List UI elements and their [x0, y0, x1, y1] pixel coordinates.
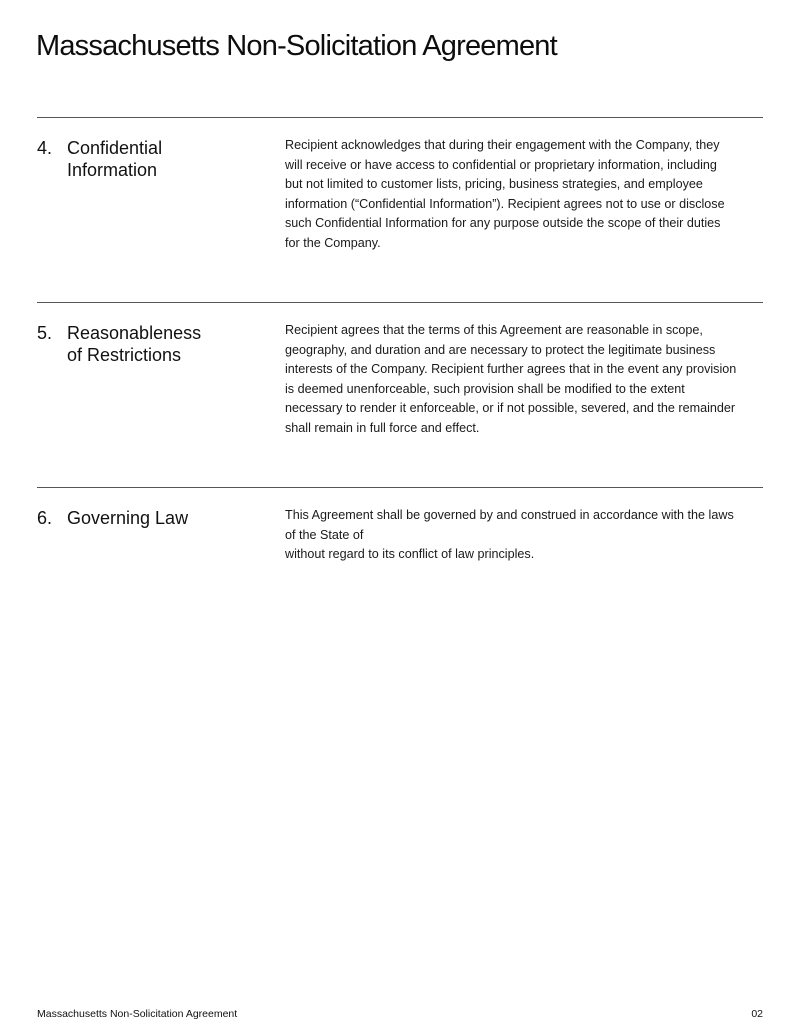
section-number: 4. [37, 138, 53, 158]
section-title-line: Governing Law [67, 508, 189, 528]
body-line: such Confidential Information for any purpose outside the scope of their duties [285, 216, 721, 231]
section-number: 6. [37, 508, 53, 528]
body-line: is deemed unenforceable, such provision shall be modified to the extent [285, 381, 685, 396]
body-line: will receive or have access to confidential or proprietary information, including [285, 157, 717, 172]
body-line: necessary to render it enforceable, or if not possible, severed, and the remainder [285, 401, 736, 416]
section-confidential-information [37, 117, 763, 250]
footer-document-title: Massachusetts Non-Solicitation Agreement [37, 1008, 238, 1020]
body-line: This Agreement shall be governed by and construed in accordance with the laws [285, 508, 734, 522]
section-governing-law [37, 487, 763, 562]
section-body [285, 136, 725, 254]
section-number: 5. [37, 323, 53, 343]
body-line: but not limited to customer lists, pricing, business strategies, and employee [285, 177, 703, 192]
page-number: 02 [751, 1008, 763, 1020]
section-title-line: of Restrictions [67, 345, 182, 365]
body-line: geography, and duration and are necessary to protect the legitimate business [285, 342, 716, 357]
body-line: Recipient acknowledges that during their engagement with the Company, they [285, 138, 720, 152]
body-line: shall remain in full force and effect. [285, 420, 480, 435]
section-body [285, 506, 734, 565]
section-reasonableness-of-restrictions [37, 302, 763, 435]
body-line: of the State of [285, 527, 364, 542]
body-line: information (“Confidential Information”). Recipient agrees not to use or disclose [285, 196, 725, 211]
section-title [67, 507, 188, 529]
section-title [67, 322, 201, 366]
document-title: Massachusetts Non-Solicitation Agreement [36, 30, 557, 62]
body-line: without regard to its conflict of law principles. [285, 547, 535, 562]
section-title-line: Reasonableness [67, 323, 202, 343]
body-line: Recipient agrees that the terms of this Agreement are reasonable in scope, [285, 323, 703, 337]
section-title [67, 137, 162, 181]
body-line: for the Company. [285, 235, 381, 250]
section-body [285, 321, 736, 439]
section-title-line: Confidential [67, 138, 163, 158]
section-title-line: Information [67, 160, 158, 180]
body-line: interests of the Company. Recipient further agrees that in the event any provision [285, 362, 737, 377]
